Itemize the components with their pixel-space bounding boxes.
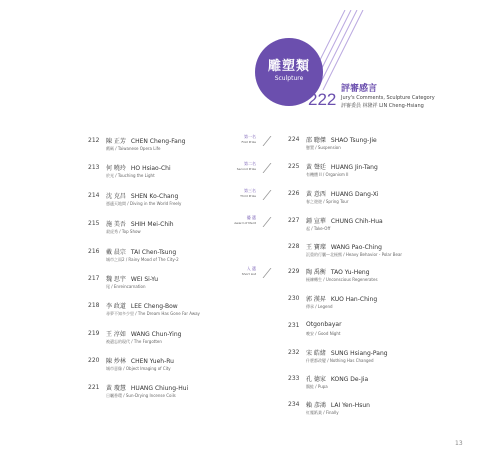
- artwork-title: 晚安 / Good Night: [306, 331, 341, 336]
- entry-number: 216: [88, 248, 100, 255]
- entry-number: 215: [88, 220, 100, 227]
- artist-name: 施 美吾 SHIH Mei-Chih: [106, 221, 174, 228]
- artwork-title: 什麼都改變 / Nothing Has Changed: [306, 358, 374, 363]
- artist-name: 沈 克昌 SHEN Ko-Chang: [106, 193, 179, 200]
- artwork-title: 紅塵紙業 / Finally: [306, 410, 339, 415]
- artwork-title: 起 / Take-Off: [306, 226, 331, 231]
- slash-divider: [259, 217, 277, 227]
- prize-label-first: 第一名 First Prize: [241, 134, 256, 144]
- page-number: 13: [455, 440, 463, 447]
- entry-number: 214: [88, 192, 100, 199]
- slash-divider: [259, 190, 277, 200]
- entry-number: 217: [88, 275, 100, 282]
- prize-label-second: 第二名 Second Prize: [236, 161, 256, 171]
- artwork-title: 城市意像 / Object Imaging of City: [106, 366, 171, 371]
- artist-name: 賴 彥鴻 LAI Yen-Hsun: [306, 402, 370, 409]
- entry-number: 227: [288, 217, 300, 224]
- entry-number: 229: [288, 268, 300, 275]
- artist-name: 鍾 宣華 CHUNG Chih-Hua: [306, 218, 383, 225]
- entry-number: 233: [288, 375, 300, 382]
- jury-page-ref: 222: [308, 90, 337, 109]
- entry-number: 228: [288, 243, 300, 250]
- artist-name: 王 淳如 WANG Chun-Ying: [106, 331, 182, 338]
- entry-number: 221: [88, 384, 100, 391]
- artwork-title: 尋夢不知多少里 / The Dream Has Gone Far Away: [106, 311, 200, 316]
- entry-number: 212: [88, 137, 100, 144]
- artwork-title: 被遺忘的現代 / The Forgotten: [106, 339, 162, 344]
- entry-number: 219: [88, 330, 100, 337]
- slash-divider: [259, 136, 277, 146]
- artwork-title: 城市之雨2 / Rainy Mood of The City-2: [106, 257, 179, 262]
- artist-name: 陳 正芳 CHEN Cheng-Fang: [106, 138, 186, 145]
- artwork-title: 傳承 / Legend: [306, 304, 333, 309]
- artist-name: 黃 瓊慧 HUANG Chiung-Hui: [106, 385, 189, 392]
- entry-number: 213: [88, 164, 100, 171]
- prize-label-merit: 優 選 Award of Merit: [234, 215, 256, 225]
- artwork-title: 於光 / Touching the Light: [106, 173, 155, 178]
- artist-name: 李 政道 LEE Cheng-Bow: [106, 303, 178, 310]
- artist-name: 宋 皓緒 SUNG Hsiang-Pang: [306, 350, 388, 357]
- artist-name: 王 寶璨 WANG Pao-Ching: [306, 244, 382, 251]
- artwork-title: 殺虎秀 / Top Show: [106, 229, 141, 234]
- artist-name: 魏 思宇 WEI Si-Yu: [106, 276, 159, 283]
- artist-name: 陳 炒林 CHEN Yueh-Ru: [106, 358, 174, 365]
- jury-comments-title-en: Jury's Comments, Sculpture Category: [341, 95, 435, 101]
- entry-number: 224: [288, 136, 300, 143]
- artwork-title: 春之遊遊 / Spring Tour: [306, 199, 349, 204]
- artwork-title: 沉重的行囊—北極熊 / Heavy Behavior - Polar Bear: [306, 252, 403, 257]
- artwork-title: 尾 / Enreincarnation: [106, 284, 146, 289]
- artwork-title: 憑適天地間 / Diving in the World Freely: [106, 201, 182, 206]
- category-title-zh: 雕塑類: [267, 59, 310, 74]
- artist-name: 孔 德家 KONG De-Jia: [306, 376, 369, 383]
- entry-number: 226: [288, 190, 300, 197]
- artist-name: 何 曉玲 HO Hsiao-Chi: [106, 165, 171, 172]
- artwork-title: 戲碼 / Taiwanese Opera Life: [106, 146, 161, 151]
- jury-comments-title: 評審感言: [341, 84, 378, 94]
- prize-label-shortlist: 入 選 Short List: [241, 266, 256, 276]
- artist-name: Otgonbayar: [306, 321, 342, 328]
- artist-name: 邵 聰傑 SHAO Tsung-Jie: [306, 137, 377, 144]
- artwork-title: 日曬香環 / Sun-Drying Incense Coils: [106, 393, 176, 398]
- artwork-title: 鵝蛙 / Pupa: [306, 384, 328, 389]
- artwork-title: 極練轉生 / Unconscious Regenerates: [306, 277, 378, 282]
- prize-label-third: 第三名 Third Prize: [240, 188, 256, 198]
- jury-member: 評審委員 林隆祥 LIN Cheng-Hsiang: [341, 103, 424, 109]
- slash-divider: [259, 268, 277, 278]
- category-title-en: Sculpture: [274, 75, 304, 82]
- artist-name: 郭 漢昇 KUO Han-Ching: [306, 296, 378, 303]
- entry-number: 220: [88, 357, 100, 364]
- entry-number: 230: [288, 295, 300, 302]
- artist-name: 陶 禹衡 TAO Yu-Heng: [306, 269, 370, 276]
- artwork-title: 有機體 II / Organism II: [306, 172, 349, 177]
- entry-number: 232: [288, 349, 300, 356]
- artist-name: 黃 意西 HUANG Dang-Xi: [306, 191, 379, 198]
- entry-number: 231: [288, 322, 300, 329]
- artist-name: 戴 晨宗 TAI Chen-Tsung: [106, 249, 177, 256]
- entry-number: 218: [88, 302, 100, 309]
- entry-number: 234: [288, 401, 300, 408]
- slash-divider: [259, 163, 277, 173]
- artist-name: 黃 聲廷 HUANG Jin-Tang: [306, 164, 378, 171]
- entry-number: 225: [288, 163, 300, 170]
- artwork-title: 懸置 / Suspension: [306, 145, 341, 150]
